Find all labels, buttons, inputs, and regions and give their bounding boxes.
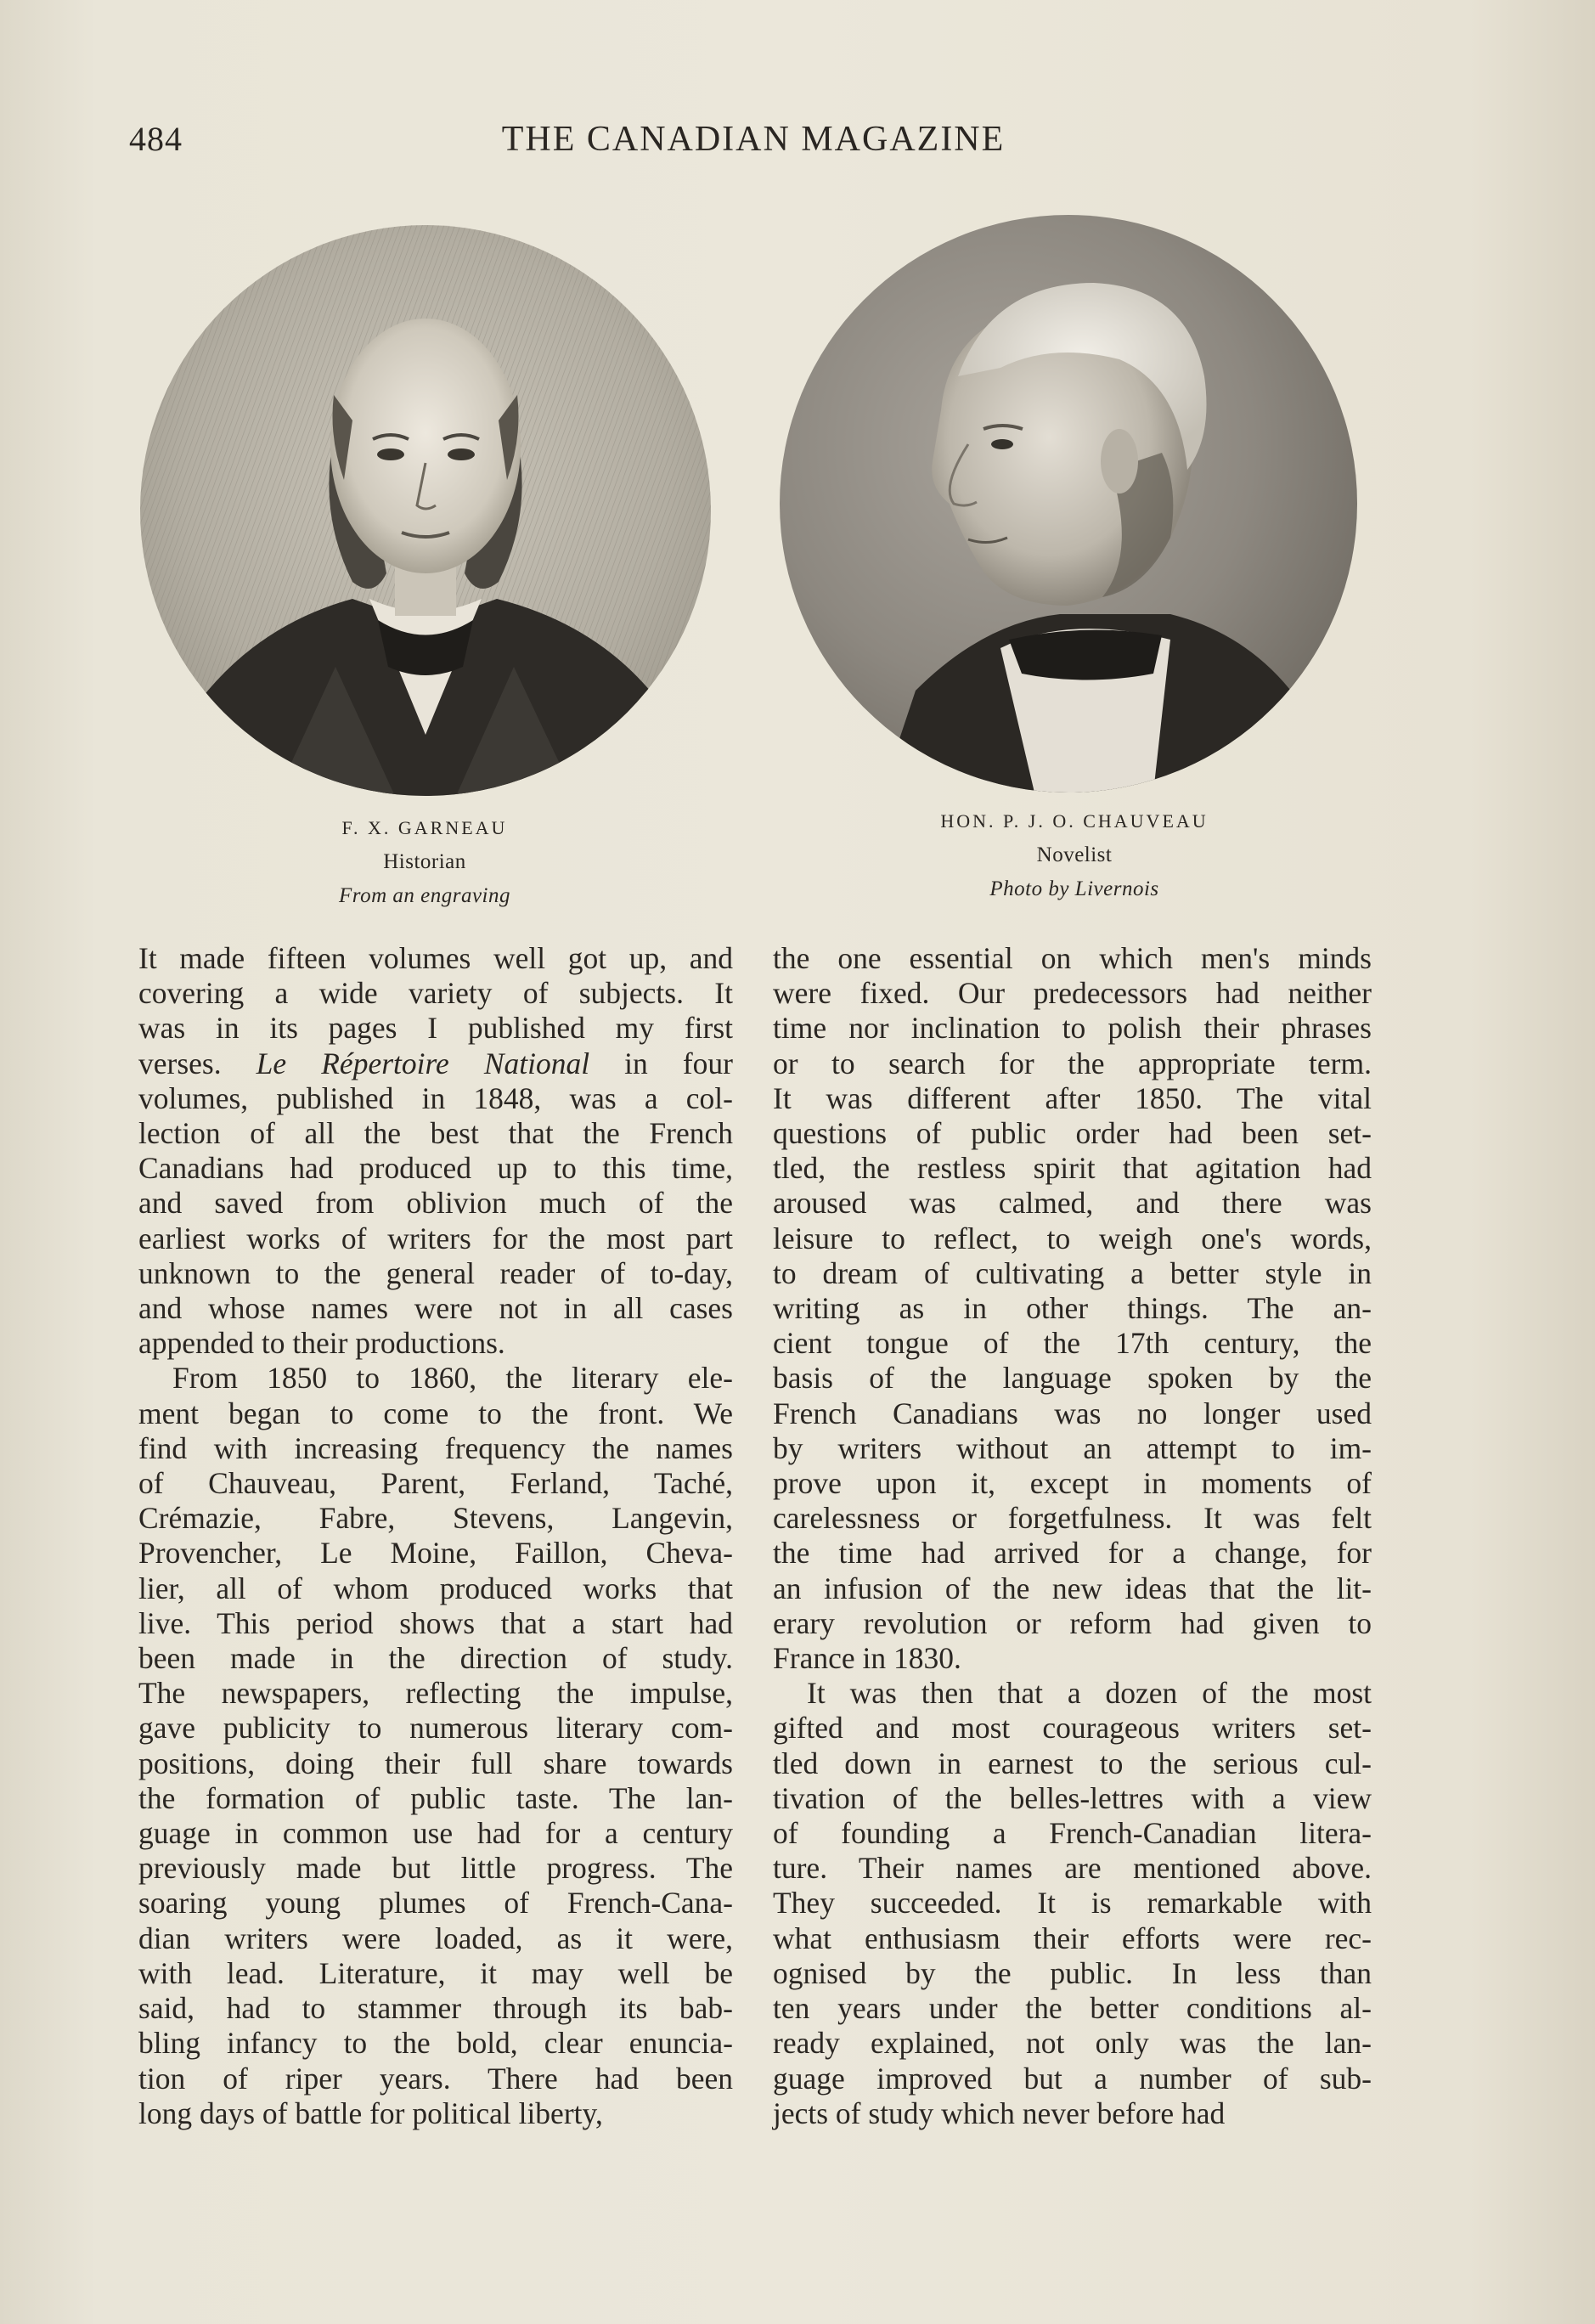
text-line: ture. Their names are mentioned above.	[773, 1851, 1372, 1886]
paragraph	[138, 941, 733, 1361]
text-line: jects of study which never before had	[773, 2096, 1226, 2130]
text-line: was in its pages I published my first	[138, 1011, 733, 1046]
text-line: Canadians had produced up to this time,	[138, 1151, 733, 1186]
text-line: erary revolution or reform had given to	[773, 1605, 1372, 1640]
text-line: guage in common use had for a century	[138, 1816, 733, 1851]
text-line: covering a wide variety of subjects. It	[138, 976, 733, 1011]
left-column	[138, 941, 733, 2131]
text-line: ment began to come to the front. We	[138, 1396, 733, 1430]
text-line: dian writers were loaded, as it were,	[138, 1921, 733, 1955]
text-line: tion of riper years. There had been	[138, 2061, 733, 2096]
text-line: bling infancy to the bold, clear enuncia-	[138, 2026, 733, 2061]
text-line: appended to their productions.	[138, 1326, 505, 1361]
text-line: by writers without an attempt to im-	[773, 1430, 1372, 1465]
text-line: prove upon it, except in moments of	[773, 1466, 1372, 1501]
text-line: the formation of public taste. The lan-	[138, 1780, 733, 1815]
text-line: soaring young plumes of French-Cana-	[138, 1886, 733, 1921]
portrait-garneau	[140, 225, 711, 796]
text-line: tivation of the belles-lettres with a view	[773, 1780, 1372, 1815]
text-line: volumes, published in 1848, was a col-	[138, 1080, 733, 1115]
text-line: verses. Le Répertoire National in four	[138, 1046, 734, 1080]
text-line: It was different after 1850. The vital	[773, 1080, 1372, 1115]
portrait-chauveau	[780, 215, 1357, 793]
portrait-photo-icon	[780, 215, 1357, 793]
text-line: cient tongue of the 17th century, the	[773, 1326, 1372, 1361]
text-line: of founding a French-Canadian litera-	[773, 1816, 1372, 1851]
text-line: writing as in other things. The an-	[773, 1291, 1372, 1326]
text-line: the time had arrived for a change, for	[773, 1536, 1372, 1571]
text-line: find with increasing frequency the names	[138, 1430, 733, 1465]
text-line: time nor inclination to polish their phrases	[773, 1011, 1372, 1046]
text-line: From 1850 to 1860, the literary ele-	[172, 1361, 733, 1396]
caption-garneau	[255, 811, 595, 913]
text-line: French Canadians was no longer used	[773, 1396, 1372, 1430]
text-line: of Chauveau, Parent, Ferland, Taché,	[138, 1466, 733, 1501]
text-line: lier, all of whom produced works that	[138, 1571, 733, 1605]
text-line: tled down in earnest to the serious cul-	[773, 1746, 1372, 1780]
text-line: questions of public order had been set-	[773, 1116, 1372, 1151]
text-line: It made fifteen volumes well got up, and	[138, 941, 733, 975]
text-line: gifted and most courageous writers set-	[773, 1711, 1372, 1746]
text-line: unknown to the general reader of to-day,	[138, 1255, 733, 1290]
text-line: The newspapers, reflecting the impulse,	[138, 1676, 733, 1711]
figure-role: Novelist	[1036, 843, 1113, 866]
text-line: tled, the restless spirit that agitation had	[773, 1151, 1372, 1186]
paragraph	[773, 941, 1372, 1676]
figure-role: Historian	[383, 850, 466, 873]
paragraph	[773, 1676, 1372, 2131]
text-line: an infusion of the new ideas that the lit-	[773, 1571, 1372, 1605]
text-line: aroused was calmed, and there was	[773, 1186, 1372, 1221]
figure-credit: Photo by Livernois	[989, 877, 1159, 900]
text-line: leisure to reflect, to weigh one's words,	[773, 1221, 1372, 1255]
text-line: and whose names were not in all cases	[138, 1291, 733, 1326]
text-line: what enthusiasm their efforts were rec-	[773, 1921, 1372, 1955]
text-line: and saved from oblivion much of the	[138, 1186, 733, 1221]
paragraph	[138, 1361, 733, 2130]
text-line: Crémazie, Fabre, Stevens, Langevin,	[138, 1501, 733, 1536]
figure-credit: From an engraving	[339, 884, 510, 907]
text-line: basis of the language spoken by the	[773, 1361, 1372, 1396]
text-line: France in 1830.	[773, 1641, 961, 1676]
text-line: the one essential on which men's minds	[773, 941, 1372, 975]
text-line: They succeeded. It is remarkable with	[773, 1886, 1372, 1921]
text-line: carelessness or forgetfulness. It was felt	[773, 1501, 1372, 1536]
text-line: It was then that a dozen of the most	[807, 1676, 1372, 1711]
right-column	[773, 941, 1372, 2131]
text-line: live. This period shows that a start had	[138, 1605, 733, 1640]
text-line: earliest works of writers for the most part	[138, 1221, 733, 1255]
figure-name: HON. P. J. O. CHAUVEAU	[940, 810, 1209, 832]
text-line: ten years under the better conditions al-	[773, 1991, 1372, 2026]
text-line: or to search for the appropriate term.	[773, 1046, 1372, 1080]
caption-chauveau	[900, 804, 1248, 906]
work-title: Le Répertoire National	[256, 1046, 590, 1080]
text-line: long days of battle for political liberty,	[138, 2096, 603, 2130]
text-line: ready explained, not only was the lan-	[773, 2026, 1372, 2061]
figure-name: F. X. GARNEAU	[341, 817, 508, 838]
text-line: with lead. Literature, it may well be	[138, 1955, 733, 1990]
page-number: 484	[129, 120, 183, 158]
text-line: gave publicity to numerous literary com-	[138, 1711, 733, 1746]
running-title: THE CANADIAN MAGAZINE	[501, 120, 1006, 159]
page-header	[129, 119, 1378, 170]
text-line: positions, doing their full share towards	[138, 1746, 733, 1780]
text-line: previously made but little progress. The	[138, 1851, 733, 1886]
portrait-engraving-icon	[140, 225, 711, 796]
text-line: were fixed. Our predecessors had neither	[773, 976, 1372, 1011]
text-line: been made in the direction of study.	[138, 1641, 733, 1676]
text-line: to dream of cultivating a better style in	[773, 1255, 1372, 1290]
text-line: said, had to stammer through its bab-	[138, 1991, 733, 2026]
text-line: lection of all the best that the French	[138, 1116, 733, 1151]
text-line: Provencher, Le Moine, Faillon, Cheva-	[138, 1536, 733, 1571]
text-line: ognised by the public. In less than	[773, 1955, 1372, 1990]
text-line: guage improved but a number of sub-	[773, 2061, 1372, 2096]
